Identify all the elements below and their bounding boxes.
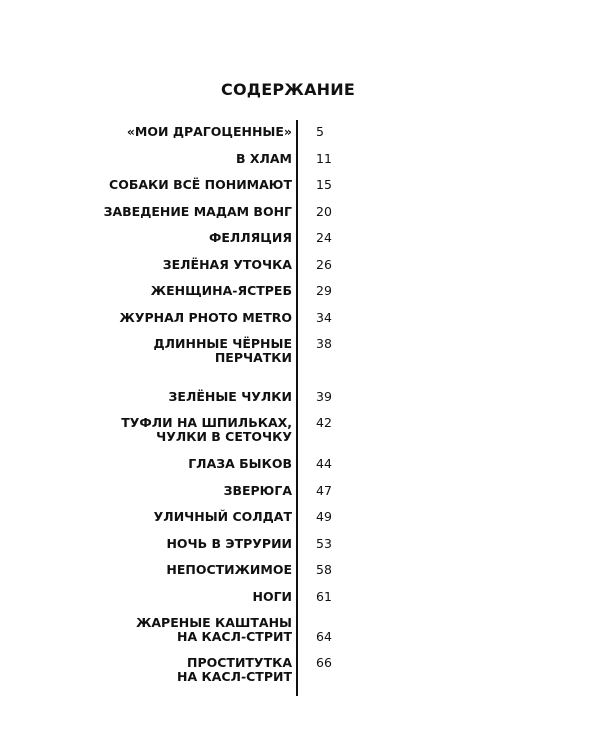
toc-entry-page-number: 34 xyxy=(316,310,332,325)
toc-entry-title-line: ЗВЕРЮГА xyxy=(223,483,292,498)
toc-entry-title-line: УЛИЧНЫЙ СОЛДАТ xyxy=(153,509,292,524)
toc-entry-page-number: 38 xyxy=(316,336,332,351)
toc-entry-title xyxy=(92,258,292,272)
toc-entry-title-line: ЗЕЛЁНЫЕ ЧУЛКИ xyxy=(168,389,292,404)
toc-entry-title-line: ГЛАЗА БЫКОВ xyxy=(188,456,292,471)
toc-entry-page-number: 64 xyxy=(316,629,332,644)
toc-entry-page-number: 42 xyxy=(316,415,332,430)
toc-entry-title xyxy=(92,484,292,498)
toc-entry-page-number: 39 xyxy=(316,389,332,404)
toc-entry-title-line: ФЕЛЛЯЦИЯ xyxy=(208,230,292,245)
toc-entry-page-number: 26 xyxy=(316,257,332,272)
toc-entry-title-line: НОГИ xyxy=(252,589,292,604)
toc-entry-page-number: 66 xyxy=(316,655,332,670)
toc-entry-title-line: ЧУЛКИ В СЕТОЧКУ xyxy=(156,429,292,444)
toc-entry-page-number: 29 xyxy=(316,283,332,298)
toc-entry-title-line: ПЕРЧАТКИ xyxy=(214,350,292,365)
toc-entry-title xyxy=(92,337,292,365)
toc-entry-title xyxy=(92,590,292,604)
toc-entry-title-line: ЗАВЕДЕНИЕ МАДАМ ВОНГ xyxy=(103,204,292,219)
toc-entry-title-line: ТУФЛИ НА ШПИЛЬКАХ, xyxy=(121,415,292,430)
toc-heading: СОДЕРЖАНИЕ xyxy=(221,80,355,99)
toc-entry-title xyxy=(92,390,292,404)
toc-entry-title xyxy=(92,152,292,166)
toc-entry-title xyxy=(92,416,292,444)
toc-entry-title xyxy=(92,284,292,298)
toc-entry-title xyxy=(92,537,292,551)
toc-entry-title xyxy=(92,656,292,684)
toc-entry-page-number: 49 xyxy=(316,509,332,524)
toc-entry-title xyxy=(92,457,292,471)
toc-entry-page-number: 58 xyxy=(316,562,332,577)
toc-entry-page-number: 11 xyxy=(316,151,332,166)
toc-entry-title xyxy=(92,510,292,524)
toc-entry-page-number: 24 xyxy=(316,230,332,245)
toc-entry-title-line: НА КАСЛ-СТРИТ xyxy=(177,669,292,684)
toc-entry-title-line: ЖУРНАЛ PHOTO METRO xyxy=(119,310,292,325)
toc-entry-title xyxy=(92,205,292,219)
toc-entry-page-number: 20 xyxy=(316,204,332,219)
toc-entry-title-line: В ХЛАМ xyxy=(235,151,292,166)
toc-entry-title-line: ЖАРЕНЫЕ КАШТАНЫ xyxy=(136,615,292,630)
toc-entry-title-line: ДЛИННЫЕ ЧЁРНЫЕ xyxy=(153,336,292,351)
toc-entry-title-line: ЖЕНЩИНА-ЯСТРЕБ xyxy=(150,283,292,298)
toc-entry-title-line: НОЧЬ В ЭТРУРИИ xyxy=(166,536,292,551)
toc-entry-title xyxy=(92,616,292,644)
toc-entry-page-number: 53 xyxy=(316,536,332,551)
toc-entry-title xyxy=(92,311,292,325)
toc-entry-title xyxy=(92,178,292,192)
toc-entry-title-line: СОБАКИ ВСЁ ПОНИМАЮТ xyxy=(109,177,292,192)
toc-entry-title-line: НА КАСЛ-СТРИТ xyxy=(177,629,292,644)
toc-entry-title xyxy=(92,231,292,245)
toc-entry-page-number: 5 xyxy=(316,124,324,139)
toc-entry-page-number: 15 xyxy=(316,177,332,192)
toc-entry-title-line: НЕПОСТИЖИМОЕ xyxy=(166,562,292,577)
toc-entry-title xyxy=(92,125,292,139)
toc-entry-title-line: ПРОСТИТУТКА xyxy=(187,655,292,670)
toc-entry-title xyxy=(92,563,292,577)
toc-entry-title-line: ЗЕЛЁНАЯ УТОЧКА xyxy=(162,257,292,272)
toc-entry-page-number: 61 xyxy=(316,589,332,604)
toc-entry-title-line: «МОИ ДРАГОЦЕННЫЕ» xyxy=(126,124,292,139)
toc-entry-page-number: 47 xyxy=(316,483,332,498)
toc-entry-page-number: 44 xyxy=(316,456,332,471)
